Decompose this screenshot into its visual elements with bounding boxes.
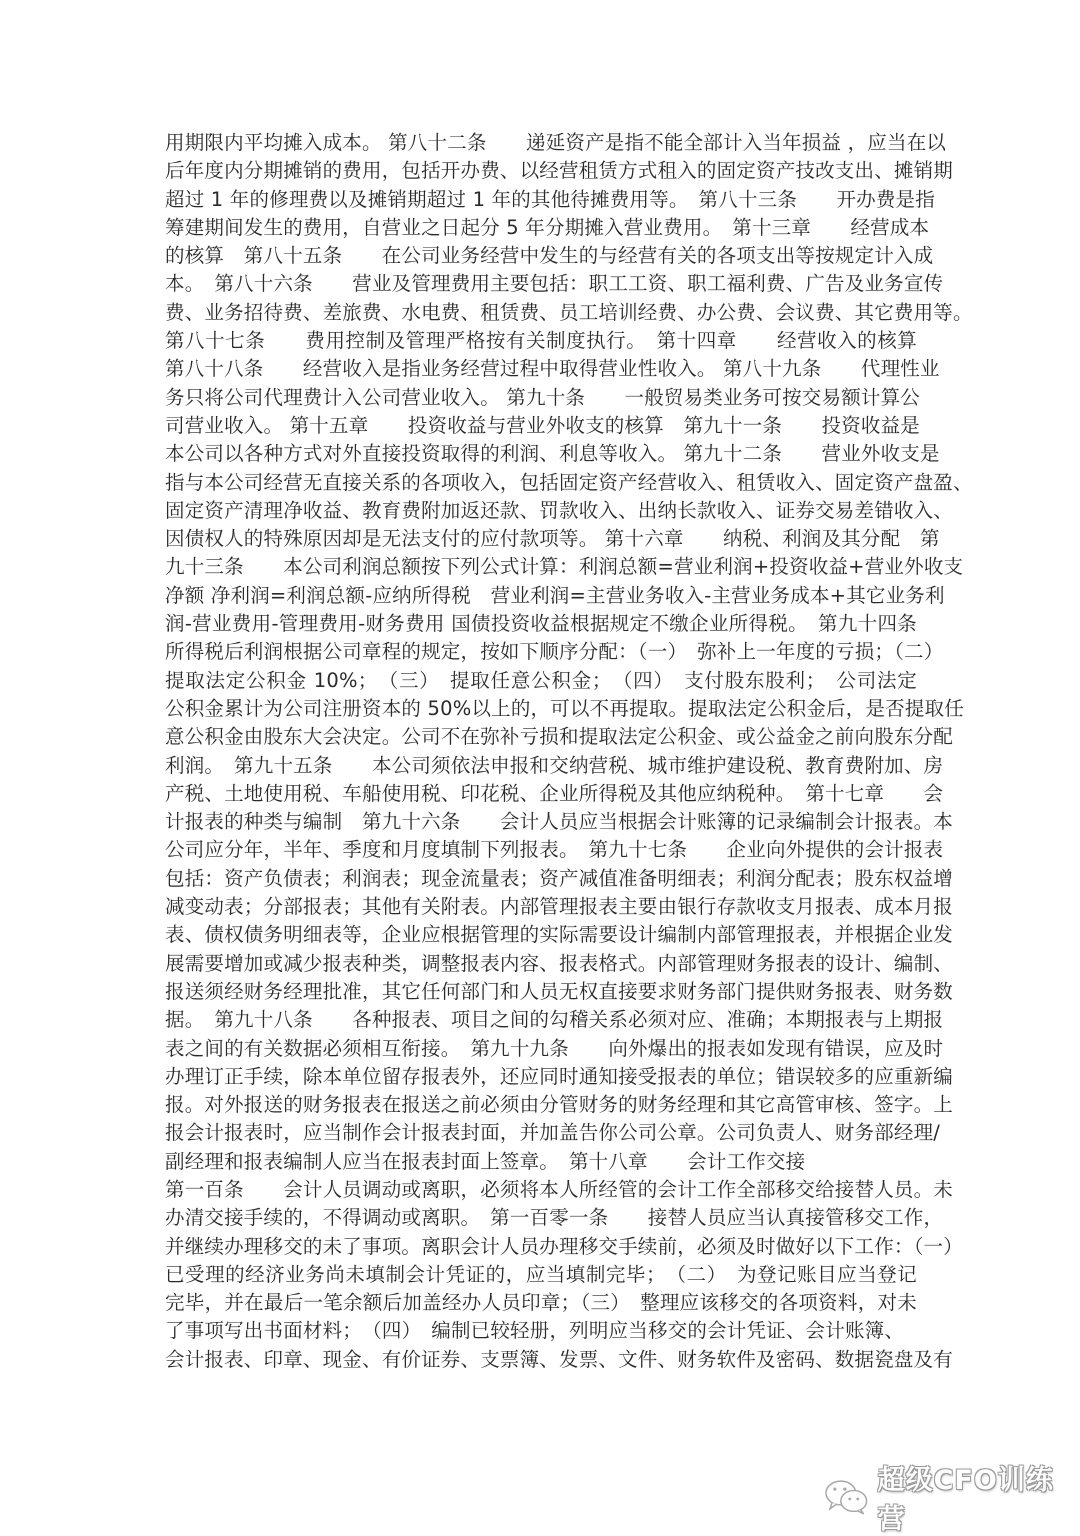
text-line: 司营业收入。 第十五章 投资收益与营业外收支的核算 第九十一条 投资收益是 xyxy=(165,413,920,437)
text-line: 办理订正手续，除本单位留存报表外，还应同时通知接受报表的单位；错误较多的应重新编 xyxy=(165,1064,954,1088)
text-line: 表之间的有关数据必须相互衔接。 第九十九条 向外爆出的报表如发现有错误，应及时 xyxy=(165,1036,944,1060)
text-line: 九十三条 本公司利润总额按下列公式计算：利润总额=营业利润+投资收益+营业外收支 xyxy=(165,555,964,579)
text-line: 公积金累计为公司注册资本的 50%以上的，可以不再提取。提取法定公积金后，是否提取任 xyxy=(165,696,964,720)
text-line: 净额 净利润=利润总额-应纳所得税 营业利润=主营业务收入-主营业务成本+其它业务利 xyxy=(165,583,945,607)
text-line: 费、业务招待费、差旅费、水电费、租赁费、员工培训经费、办公费、会议费、其它费用等。 xyxy=(165,300,973,324)
text-line: 表、债权债务明细表等，企业应根据管理的实际需要设计编制内部管理报表，并根据企业发 xyxy=(165,923,954,947)
text-line: 报会计报表时，应当制作会计报表封面，并加盖告你公司公章。公司负责人、财务部经理/ xyxy=(165,1121,941,1145)
text-line: 本公司以各种方式对外直接投资取得的利润、利息等收入。 第九十二条 营业外收支是 xyxy=(165,442,940,466)
text-line: 报。对外报送的财务报表在报送之前必须由分管财务的财务经理和其它高管审核、签字。上 xyxy=(165,1093,954,1117)
text-line: 已受理的经济业务尚未填制会计凭证的，应当填制完毕； （二） 为登记账目应当登记 xyxy=(165,1262,917,1286)
text-line: 会计报表、印章、现金、有价证券、支票簿、发票、文件、财务软件及密码、数据瓷盘及有 xyxy=(165,1347,954,1371)
text-line: 的核算 第八十五条 在公司业务经营中发生的与经营有关的各项支出等按规定计入成 xyxy=(165,244,934,268)
text-line: 润-营业费用-管理费用-财务费用 国债投资收益根据规定不缴企业所得税。 第九十四条 xyxy=(165,612,917,636)
text-line: 第八十七条 费用控制及管理严格按有关制度执行。 第十四章 经营收入的核算 xyxy=(165,329,917,353)
text-line: 筹建期间发生的费用，自营业之日起分 5 年分期摊入营业费用。 第十三章 经营成本 xyxy=(165,215,930,239)
document-page xyxy=(165,129,973,1374)
text-line: 了事项写出书面材料； （四） 编制已较轻册，列明应当移交的会计凭证、会计账簿、 xyxy=(165,1319,905,1343)
text-line: 减变动表；分部报表；其他有关附表。内部管理报表主要由银行存款收支月报表、成本月报 xyxy=(165,895,954,919)
text-line: 完毕，并在最后一笔余额后加盖经办人员印章；（三） 整理应该移交的各项资料，对未 xyxy=(165,1291,917,1315)
text-line: 指与本公司经营无直接关系的各项收入，包括固定资产经营收入、租赁收入、固定资产盘盈、 xyxy=(165,470,973,494)
text-line: 超过 1 年的修理费以及摊销期超过 1 年的其他待摊费用等。 第八十三条 开办费是指 xyxy=(165,187,935,211)
text-line: 固定资产清理净收益、教育费附加返还款、罚款收入、出纳长款收入、证券交易差错收入、 xyxy=(165,498,954,522)
wechat-icon xyxy=(824,1479,870,1515)
text-line: 计报表的种类与编制 第九十六条 会计人员应当根据会计账簿的记录编制会计报表。本 xyxy=(165,810,954,834)
text-line: 本。 第八十六条 营业及管理费用主要包括：职工工资、职工福利费、广告及业务宣传 xyxy=(165,272,944,296)
watermark xyxy=(824,1458,1080,1536)
text-line: 报送须经财务经理批准，其它任何部门和人员无权直接要求财务部门提供财务报表、财务数 xyxy=(165,979,954,1003)
text-line: 用期限内平均摊入成本。 第八十二条 递延资产是指不能全部计入当年损益 ，应当在以 xyxy=(165,131,947,154)
text-line: 公司应分年，半年、季度和月度填制下列报表。 第九十七条 企业向外提供的会计报表 xyxy=(165,838,944,862)
text-line: 务只将公司代理费计入公司营业收入。 第九十条 一般贸易类业务可按交易额计算公 xyxy=(165,385,920,409)
text-line: 第一百条 会计人员调动或离职，必须将本人所经管的会计工作全部移交给接替人员。未 xyxy=(165,1177,954,1201)
text-line: 第八十八条 经营收入是指业务经营过程中取得营业性收入。 第八十九条 代理性业 xyxy=(165,357,940,381)
text-line: 提取法定公积金 10%； （三） 提取任意公积金； （四） 支付股东股利； 公司法定 xyxy=(165,668,917,692)
text-line: 包括：资产负债表；利润表；现金流量表；资产减值准备明细表；利润分配表；股东权益增 xyxy=(165,866,954,890)
text-line: 产税、土地使用税、车船使用税、印花税、企业所得税及其他应纳税种。 第十七章 会 xyxy=(165,781,944,805)
text-line: 后年度内分期摊销的费用，包括开办费、以经营租赁方式租入的固定资产技改支出、摊销期 xyxy=(165,159,954,183)
text-line: 意公积金由股东大会决定。公司不在弥补亏损和提取法定公积金、或公益金之前向股东分配 xyxy=(165,725,954,749)
watermark-text: 超级CFO训练营 xyxy=(877,1465,1054,1535)
text-line: 据。 第九十八条 各种报表、项目之间的勾稽关系必须对应、准确；本期报表与上期报 xyxy=(165,1008,944,1032)
text-line: 副经理和报表编制人应当在报表封面上签章。 第十八章 会计工作交接 xyxy=(165,1149,806,1173)
text-line: 利润。 第九十五条 本公司须依法申报和交纳营税、城市维护建设税、教育费附加、房 xyxy=(165,753,944,777)
text-line: 办清交接手续的，不得调动或离职。 第一百零一条 接替人员应当认真接管移交工作， xyxy=(165,1206,944,1230)
text-line: 因债权人的特殊原因却是无法支付的应付款项等。 第十六章 纳税、利润及其分配 第 xyxy=(165,527,940,551)
text-line: 所得税后利润根据公司章程的规定，按如下顺序分配：（一） 弥补上一年度的亏损；（二） xyxy=(165,640,944,664)
text-line: 展需要增加或减少报表种类，调整报表内容、报表格式。内部管理财务报表的设计、编制、 xyxy=(165,951,954,975)
text-line: 并继续办理移交的未了事项。离职会计人员办理移交手续前，必须及时做好以下工作：（一） xyxy=(165,1234,963,1258)
